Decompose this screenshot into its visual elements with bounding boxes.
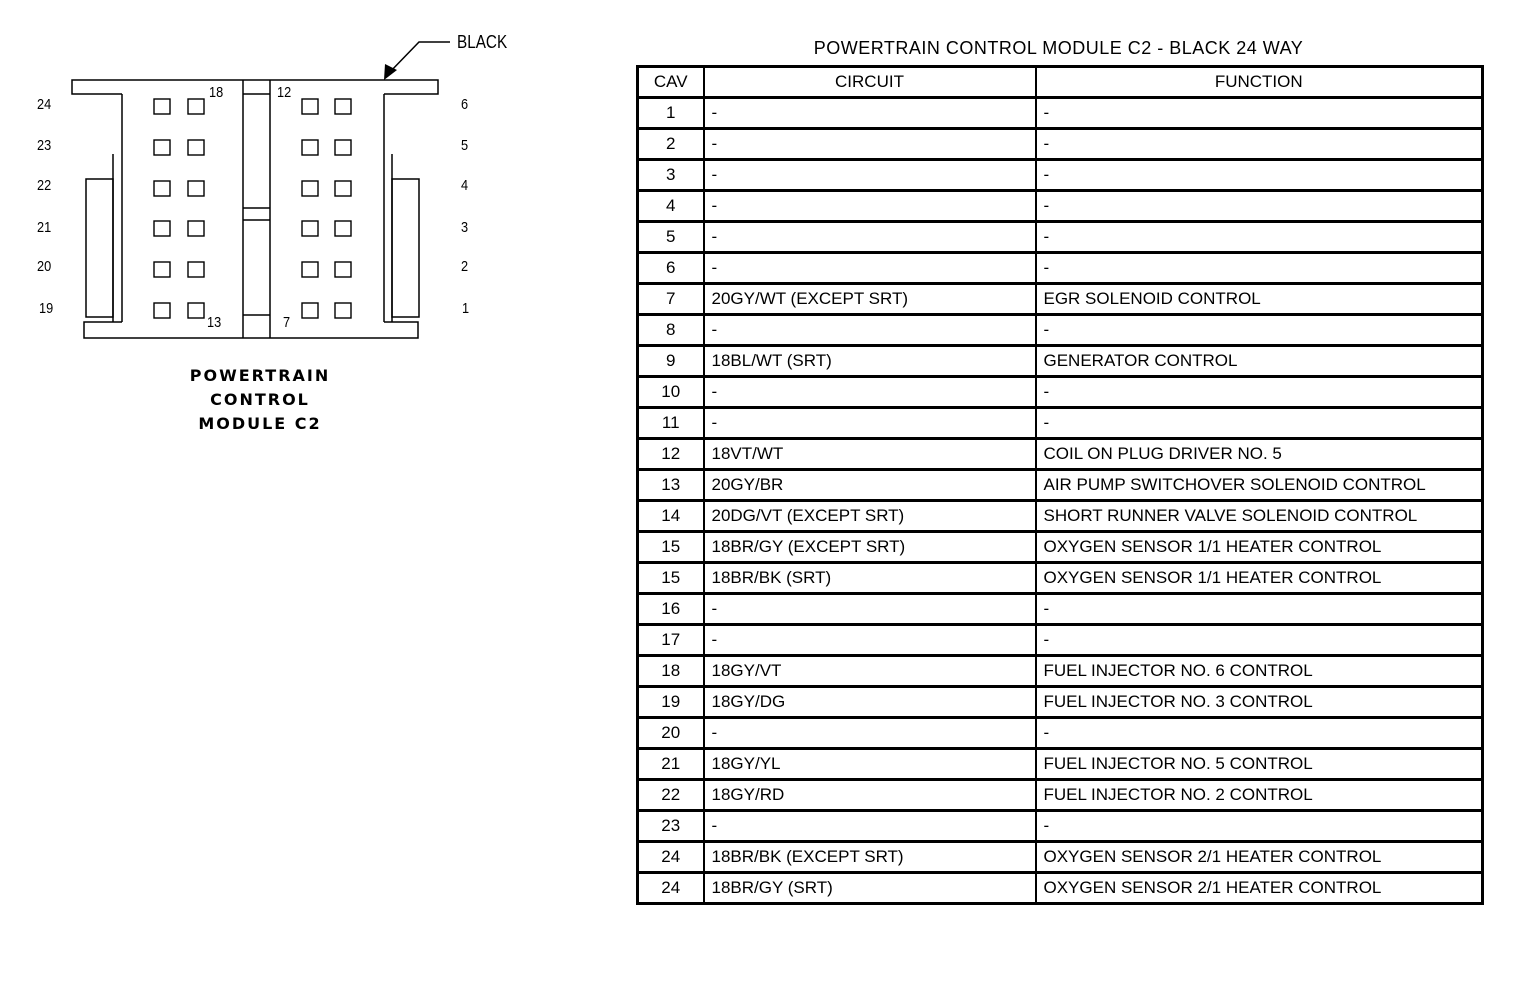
column-header-function: FUNCTION	[1036, 67, 1483, 98]
table-header-row	[638, 67, 1483, 98]
cell-circuit: -	[704, 129, 1036, 160]
connector-cavity	[188, 99, 204, 114]
cell-circuit: -	[704, 191, 1036, 222]
cell-function: FUEL INJECTOR NO. 6 CONTROL	[1036, 656, 1483, 687]
pin-number-right: 3	[461, 219, 469, 236]
table-row	[638, 191, 1483, 222]
cell-function: -	[1036, 377, 1483, 408]
right-latch	[392, 179, 419, 317]
cell-function: -	[1036, 408, 1483, 439]
cell-circuit: -	[704, 315, 1036, 346]
connector-cavity	[154, 221, 170, 236]
cell-circuit: 18BR/GY (EXCEPT SRT)	[704, 532, 1036, 563]
connector-caption-line: POWERTRAIN	[189, 366, 331, 385]
cell-circuit: 18BR/BK (EXCEPT SRT)	[704, 842, 1036, 873]
table-row	[638, 315, 1483, 346]
connector-cavity	[188, 181, 204, 196]
cell-circuit: -	[704, 253, 1036, 284]
cell-function: OXYGEN SENSOR 2/1 HEATER CONTROL	[1036, 842, 1483, 873]
pin-number-right: 6	[461, 96, 469, 113]
column-header-circuit: CIRCUIT	[704, 67, 1036, 98]
cell-function: FUEL INJECTOR NO. 5 CONTROL	[1036, 749, 1483, 780]
connector-cavity	[154, 140, 170, 155]
cell-circuit: 20GY/BR	[704, 470, 1036, 501]
cell-circuit: -	[704, 160, 1036, 191]
connector-caption-line: MODULE C2	[198, 414, 322, 433]
cell-circuit: -	[704, 408, 1036, 439]
connector-cavity	[154, 99, 170, 114]
cell-circuit: 18GY/DG	[704, 687, 1036, 718]
cell-cav: 4	[638, 191, 704, 222]
cell-function: -	[1036, 222, 1483, 253]
cell-function: -	[1036, 253, 1483, 284]
connector-cavity	[302, 262, 318, 277]
cell-function: FUEL INJECTOR NO. 3 CONTROL	[1036, 687, 1483, 718]
cell-cav: 15	[638, 563, 704, 594]
table-row	[638, 284, 1483, 315]
cell-circuit: 18GY/RD	[704, 780, 1036, 811]
table-row	[638, 253, 1483, 284]
cell-circuit: -	[704, 377, 1036, 408]
cell-circuit: 18GY/VT	[704, 656, 1036, 687]
cell-cav: 23	[638, 811, 704, 842]
pin-number-inner: 18	[209, 84, 224, 101]
cell-function: -	[1036, 594, 1483, 625]
cell-function: -	[1036, 625, 1483, 656]
cell-cav: 1	[638, 98, 704, 129]
cell-function: SHORT RUNNER VALVE SOLENOID CONTROL	[1036, 501, 1483, 532]
cell-cav: 5	[638, 222, 704, 253]
connector-cavity	[302, 303, 318, 318]
table-row	[638, 873, 1483, 904]
left-latch	[86, 179, 113, 317]
cell-function: -	[1036, 315, 1483, 346]
cell-circuit: 18BR/GY (SRT)	[704, 873, 1036, 904]
connector-cavity	[335, 262, 351, 277]
connector-cavity	[335, 181, 351, 196]
cell-cav: 10	[638, 377, 704, 408]
table-title: POWERTRAIN CONTROL MODULE C2 - BLACK 24 WAY	[813, 38, 1304, 58]
cell-circuit: -	[704, 811, 1036, 842]
cell-circuit: 20DG/VT (EXCEPT SRT)	[704, 501, 1036, 532]
connector-cavity	[302, 181, 318, 196]
connector-cavity	[302, 99, 318, 114]
connector-color-label: BLACK	[457, 32, 508, 52]
cell-cav: 12	[638, 439, 704, 470]
table-row	[638, 346, 1483, 377]
pin-number-left: 21	[37, 219, 52, 236]
cell-function: -	[1036, 811, 1483, 842]
cell-cav: 16	[638, 594, 704, 625]
cell-cav: 22	[638, 780, 704, 811]
cell-function: -	[1036, 160, 1483, 191]
cell-function: GENERATOR CONTROL	[1036, 346, 1483, 377]
connector-caption-line: CONTROL	[210, 390, 310, 409]
pin-number-inner: 12	[277, 84, 292, 101]
cell-circuit: 18BL/WT (SRT)	[704, 346, 1036, 377]
connector-cavity	[154, 262, 170, 277]
cell-function: AIR PUMP SWITCHOVER SOLENOID CONTROL	[1036, 470, 1483, 501]
cell-function: OXYGEN SENSOR 2/1 HEATER CONTROL	[1036, 873, 1483, 904]
cell-cav: 8	[638, 315, 704, 346]
table-row	[638, 811, 1483, 842]
cell-cav: 17	[638, 625, 704, 656]
cell-circuit: -	[704, 222, 1036, 253]
connector-cavity	[188, 221, 204, 236]
cell-cav: 2	[638, 129, 704, 160]
cell-circuit: -	[704, 718, 1036, 749]
cell-circuit: 20GY/WT (EXCEPT SRT)	[704, 284, 1036, 315]
label-leader-line	[388, 42, 450, 74]
cell-function: OXYGEN SENSOR 1/1 HEATER CONTROL	[1036, 563, 1483, 594]
cell-function: -	[1036, 98, 1483, 129]
cell-cav: 21	[638, 749, 704, 780]
table-row	[638, 439, 1483, 470]
connector-cavity	[302, 221, 318, 236]
pin-number-left: 22	[37, 177, 52, 194]
cell-function: EGR SOLENOID CONTROL	[1036, 284, 1483, 315]
connector-cavity	[335, 140, 351, 155]
connector-cavity	[188, 262, 204, 277]
table-row	[638, 532, 1483, 563]
cell-cav: 24	[638, 842, 704, 873]
cell-function: COIL ON PLUG DRIVER NO. 5	[1036, 439, 1483, 470]
connector-cavity	[335, 99, 351, 114]
pin-number-inner: 13	[207, 314, 222, 331]
connector-cavity	[335, 221, 351, 236]
cell-cav: 6	[638, 253, 704, 284]
table-row	[638, 222, 1483, 253]
cell-cav: 14	[638, 501, 704, 532]
cell-cav: 3	[638, 160, 704, 191]
cell-function: -	[1036, 191, 1483, 222]
cell-cav: 7	[638, 284, 704, 315]
pin-number-left: 23	[37, 137, 52, 154]
table-row	[638, 377, 1483, 408]
cell-cav: 13	[638, 470, 704, 501]
column-header-cav: CAV	[638, 67, 704, 98]
table-row	[638, 501, 1483, 532]
cell-function: -	[1036, 129, 1483, 160]
table-row	[638, 780, 1483, 811]
cell-function: FUEL INJECTOR NO. 2 CONTROL	[1036, 780, 1483, 811]
table-body	[638, 98, 1483, 904]
cell-cav: 9	[638, 346, 704, 377]
cell-cav: 15	[638, 532, 704, 563]
table-row	[638, 625, 1483, 656]
connector-cavity	[188, 140, 204, 155]
table-row	[638, 842, 1483, 873]
cell-cav: 19	[638, 687, 704, 718]
cell-function: -	[1036, 718, 1483, 749]
cell-function: OXYGEN SENSOR 1/1 HEATER CONTROL	[1036, 532, 1483, 563]
connector-cavity	[302, 140, 318, 155]
table-row	[638, 408, 1483, 439]
pin-number-left: 19	[39, 300, 54, 317]
connector-bottom-flange	[84, 322, 418, 338]
pin-number-left: 24	[37, 96, 52, 113]
connector-cavity	[154, 303, 170, 318]
pin-number-right: 2	[461, 258, 469, 275]
cell-cav: 24	[638, 873, 704, 904]
table-row	[638, 749, 1483, 780]
cell-circuit: 18BR/BK (SRT)	[704, 563, 1036, 594]
cell-cav: 11	[638, 408, 704, 439]
table-row	[638, 160, 1483, 191]
pin-number-inner: 7	[283, 314, 291, 331]
connector-top-flange	[72, 80, 438, 94]
pin-number-right: 1	[462, 300, 470, 317]
cell-cav: 20	[638, 718, 704, 749]
pin-number-right: 4	[461, 177, 469, 194]
table-row	[638, 129, 1483, 160]
table-row	[638, 656, 1483, 687]
cell-circuit: 18VT/WT	[704, 439, 1036, 470]
table-row	[638, 687, 1483, 718]
table-row	[638, 98, 1483, 129]
table-row	[638, 594, 1483, 625]
cell-cav: 18	[638, 656, 704, 687]
cell-circuit: -	[704, 98, 1036, 129]
cell-circuit: -	[704, 625, 1036, 656]
connector-cavity	[154, 181, 170, 196]
pin-number-right: 5	[461, 137, 469, 154]
pinout-table	[636, 65, 1484, 905]
connector-cavity	[335, 303, 351, 318]
table-row	[638, 470, 1483, 501]
cell-circuit: -	[704, 594, 1036, 625]
table-row	[638, 718, 1483, 749]
table-row	[638, 563, 1483, 594]
cell-circuit: 18GY/YL	[704, 749, 1036, 780]
pin-number-left: 20	[37, 258, 52, 275]
connector-cavity	[188, 303, 204, 318]
